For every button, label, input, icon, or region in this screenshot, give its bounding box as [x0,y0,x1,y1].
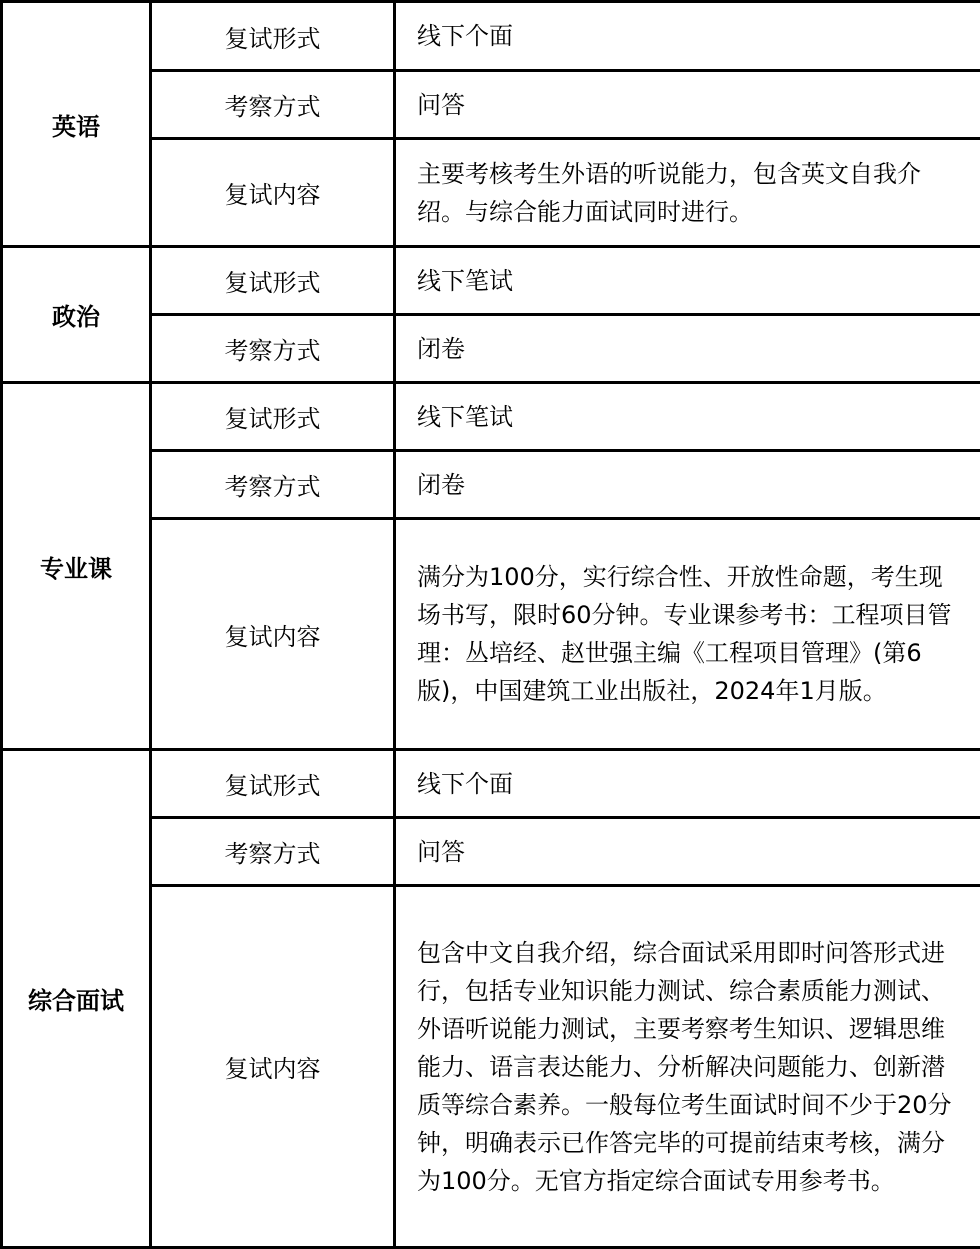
item-value: 闭卷 [395,451,980,519]
item-value: 线下笔试 [395,383,980,451]
item-label: 复试形式 [151,2,395,71]
subject-cell-major: 专业课 [2,383,151,750]
subject-cell-interview: 综合面试 [2,750,151,1248]
item-value: 主要考核考生外语的听说能力，包含英文自我介绍。与综合能力面试同时进行。 [395,139,980,247]
table-row [2,750,980,818]
item-label: 考察方式 [151,451,395,519]
item-value: 闭卷 [395,315,980,383]
item-label: 复试内容 [151,139,395,247]
item-label: 复试形式 [151,750,395,818]
item-label: 复试形式 [151,247,395,315]
item-value: 包含中文自我介绍，综合面试采用即时问答形式进行，包括专业知识能力测试、综合素质能力测试、外语听说能力测试，主要考察考生知识、逻辑思维能力、语言表达能力、分析解决问题能力、创新潜质等综合素养。一般每位考生面试时间不少于20分钟，明确表示已作答完毕的可提前结束考核，满分为100分。无官方指定综合面试专用参考书。 [395,886,980,1248]
item-value: 线下笔试 [395,247,980,315]
item-label: 考察方式 [151,818,395,886]
table-row [2,247,980,315]
item-label: 考察方式 [151,315,395,383]
item-value: 问答 [395,71,980,139]
item-label: 考察方式 [151,71,395,139]
item-value: 问答 [395,818,980,886]
subject-cell-politics: 政治 [2,247,151,383]
item-value: 满分为100分，实行综合性、开放性命题，考生现场书写，限时60分钟。专业课参考书：工程项目管理：丛培经、赵世强主编《工程项目管理》(第6版)，中国建筑工业出版社，2024年1月版。 [395,519,980,750]
item-label: 复试内容 [151,519,395,750]
table-row [2,2,980,71]
item-value: 线下个面 [395,750,980,818]
item-label: 复试形式 [151,383,395,451]
table-row [2,383,980,451]
item-value: 线下个面 [395,2,980,71]
subject-cell-english: 英语 [2,2,151,247]
item-label: 复试内容 [151,886,395,1248]
